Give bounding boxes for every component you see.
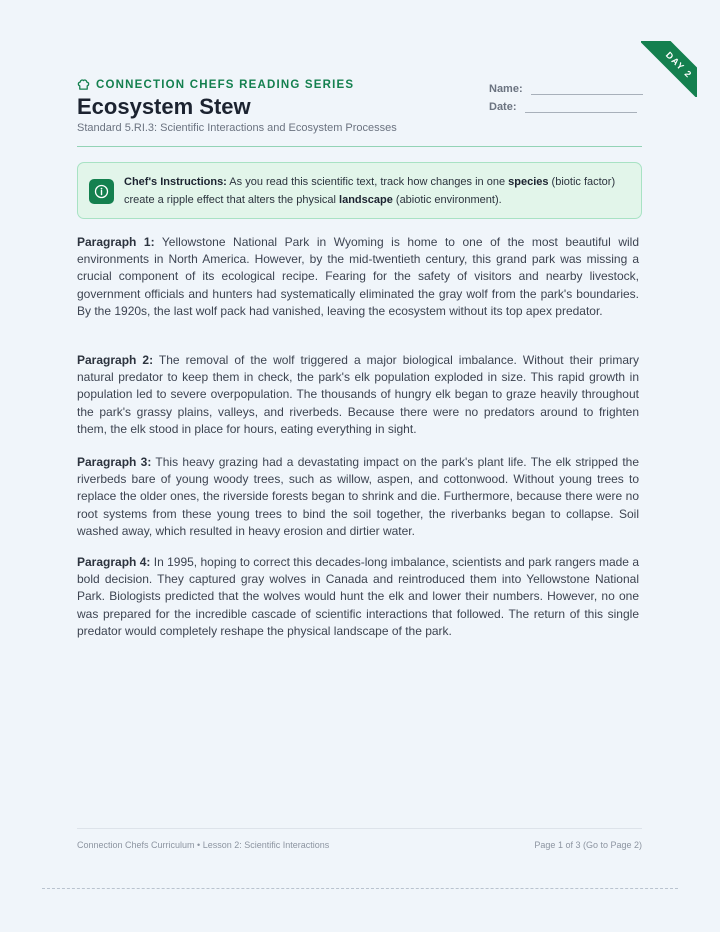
page-title: Ecosystem Stew <box>77 94 251 119</box>
paragraph-1 <box>77 234 639 320</box>
date-field-row <box>489 95 643 113</box>
date-field[interactable] <box>525 100 637 113</box>
paragraph-label: Paragraph 3: <box>77 455 152 469</box>
paragraph-text: This heavy grazing had a devastating impact on the park's plant life. The elk stripped the riverbeds bare of young woody trees, such as willow, aspen, and cottonwood. Without young trees to replace the older ones, the riverside forests began to shrink and die. Furthermore, because there were no root systems from these young trees to bind the soil together, the riverbanks began to collapse. Soil washed away, which resulted in heavy erosion and dirtier water. <box>77 455 640 538</box>
footer-course: Connection Chefs Curriculum • Lesson 2: Scientific Interactions <box>77 840 330 850</box>
standard-line: Standard 5.RI.3: Scientific Interactions and Ecosystem Processes <box>77 122 397 134</box>
paragraph-text: The removal of the wolf triggered a major biological imbalance. Without their primary natural predator to keep them in check, the park's elk population exploded in size. This rapid growth in population led to severe overpopulation. The thousands of hungry elk began to graze heavily throughout the park's grassy plains, valleys, and riverbeds. Because there were no predators around to frighten them, the elk stood in place for hours, eating everything in sight. <box>77 353 639 436</box>
instructions-text <box>124 174 634 209</box>
paragraph-4 <box>77 554 639 640</box>
paragraph-label: Paragraph 4: <box>77 555 151 569</box>
header-divider <box>77 146 642 147</box>
paragraph-2 <box>77 352 639 438</box>
instructions-text-part: (abiotic environment). <box>392 193 502 206</box>
paragraph-3 <box>77 454 639 540</box>
footer-divider <box>77 828 642 829</box>
instructions-label: Chef's Instructions: <box>124 176 227 188</box>
paragraph-text: In 1995, hoping to correct this decades-long imbalance, scientists and park rangers made a bold decision. They captured gray wolves in Canada and reintroduced them into Yellowstone National Park. Biologists predicted that the wolves would hunt the elk and lower their numbers. However, no one was prepared for the incredible cascade of scientific interactions that followed. The return of this single predator would completely reshape the physical landscape of the park. <box>77 555 640 638</box>
instructions-keyword-species: species <box>508 176 549 188</box>
chef-hat-icon <box>77 78 90 91</box>
paragraph-label: Paragraph 2: <box>77 353 154 367</box>
day-ribbon-label: DAY 2 <box>641 41 697 97</box>
name-field[interactable] <box>531 82 643 95</box>
paragraph-text: Yellowstone National Park in Wyoming is home to one of the most beautiful wild environments in North America. However, by the mid-twentieth century, this grand park was missing a crucial component of its ecological recipe. Fearing for the safety of visitors and nearby livestock, government officials and hunters had systematically eliminated the gray wolf from the park's boundaries. By the 1920s, the last wolf pack had vanished, leaving the ecosystem without its top apex predator. <box>77 235 639 318</box>
student-fields <box>489 77 643 113</box>
page-cut-line <box>42 888 678 889</box>
instructions-keyword-landscape: landscape <box>339 193 393 206</box>
series-heading <box>77 78 354 91</box>
instructions-text-part: As you read this scientific text, track how changes in one <box>226 176 509 188</box>
info-icon <box>89 179 114 204</box>
instructions-text-part: (biotic factor) create a ripple effect that alters the physical <box>124 176 616 206</box>
series-label: CONNECTION CHEFS READING SERIES <box>96 78 355 91</box>
day-ribbon <box>641 41 697 97</box>
footer-page-link[interactable]: Page 1 of 3 (Go to Page 2) <box>534 840 642 850</box>
name-field-row <box>489 77 643 95</box>
instructions-box <box>77 162 642 219</box>
date-label: Date: <box>489 101 517 113</box>
paragraph-label: Paragraph 1: <box>77 235 155 249</box>
name-label: Name: <box>489 83 523 95</box>
